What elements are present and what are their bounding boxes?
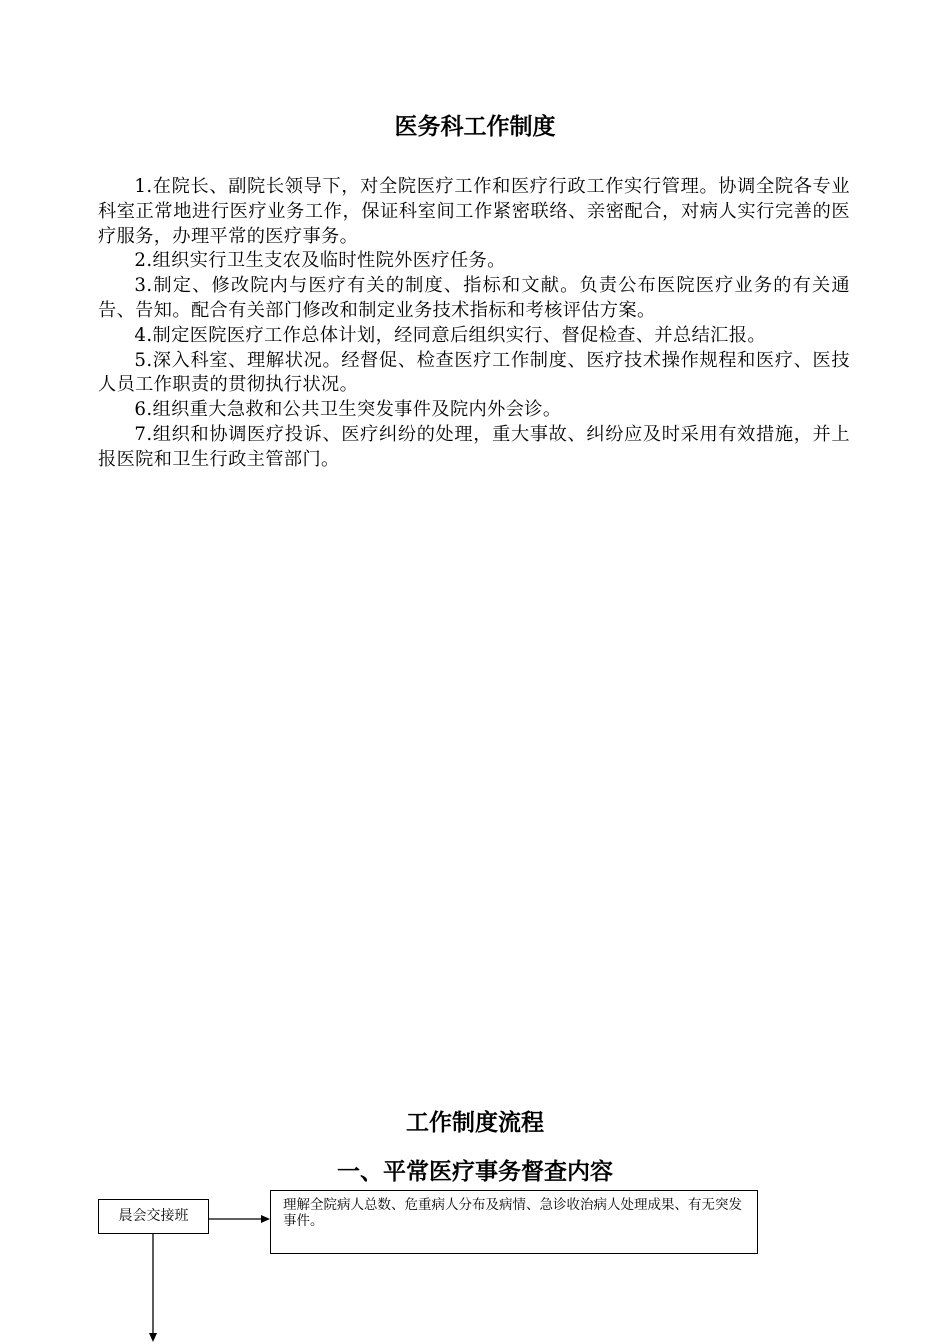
connector-right-arrowhead xyxy=(261,1215,270,1223)
flow-title: 工作制度流程 xyxy=(406,1110,544,1136)
rule-item: 7.组织和协调医疗投诉、医疗纠纷的处理，重大事故、纠纷应及时采用有效措施，并上报医院和卫生行政主管部门。 xyxy=(98,423,850,470)
flow-step-morning-handover: 晨会交接班 xyxy=(98,1199,209,1234)
rule-item: 1.在院长、副院长领导下，对全院医疗工作和医疗行政工作实行管理。协调全院各专业科室正常地进行医疗业务工作，保证科室间工作紧密联络、亲密配合，对病人实行完善的医疗服务，办理平常的医疗事务。 xyxy=(98,176,850,247)
flow-subtitle: 一、平常医疗事务督查内容 xyxy=(337,1159,613,1185)
rule-item: 5.深入科室、理解状况。经督促、检查医疗工作制度、医疗技术操作规程和医疗、医技人员工作职责的贯彻执行状况。 xyxy=(98,349,850,396)
rule-item: 6.组织重大急救和公共卫生突发事件及院内外会诊。 xyxy=(134,399,562,421)
flow-step-description: 理解全院病人总数、危重病人分布及病情、急诊收治病人处理成果、有无突发事件。 xyxy=(270,1190,758,1254)
rule-item: 3.制定、修改院内与医疗有关的制度、指标和文献。负责公布医院医疗业务的有关通告、告知。配合有关部门修改和制定业务技术指标和考核评估方案。 xyxy=(98,275,850,321)
connector-down-arrowhead xyxy=(149,1333,157,1342)
rule-item: 2.组织实行卫生支农及临时性院外医疗任务。 xyxy=(134,250,506,272)
rule-item: 4.制定医院医疗工作总体计划，经同意后组织实行、督促检查、并总结汇报。 xyxy=(134,324,766,346)
document-title: 医务科工作制度 xyxy=(394,113,556,140)
